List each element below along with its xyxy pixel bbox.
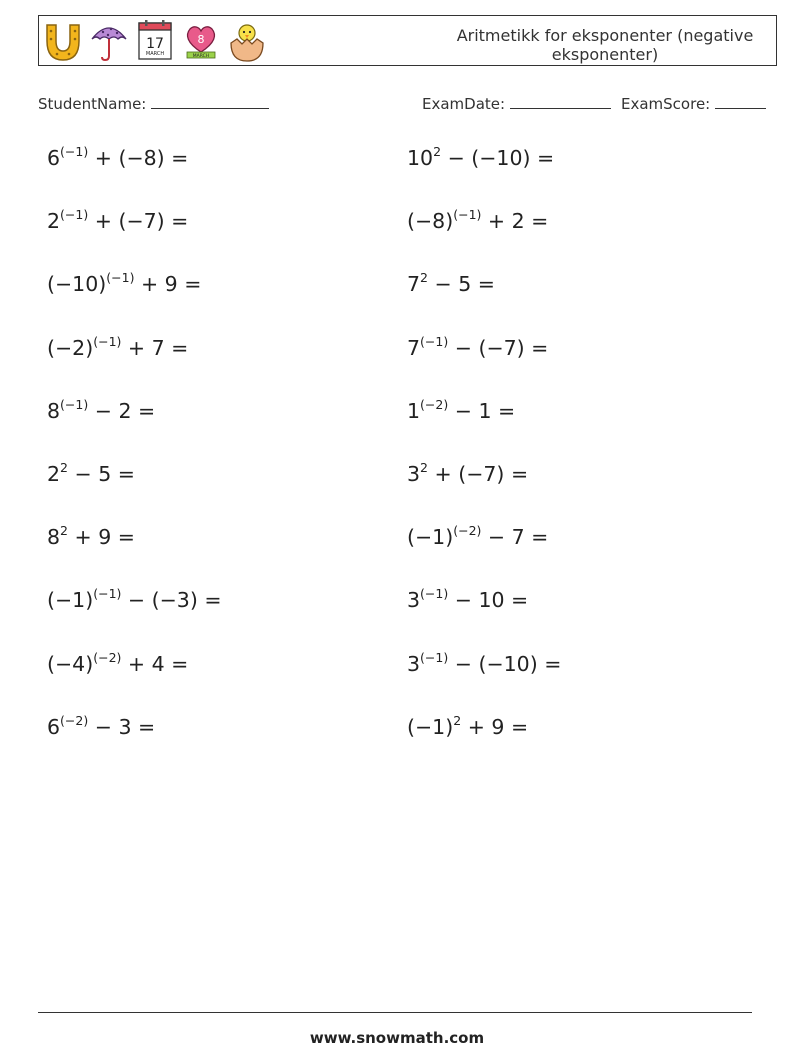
calendar-month: MARCH (145, 51, 165, 57)
problem-16 (407, 588, 528, 612)
problem-exponent: (−1) (420, 586, 449, 602)
problem-rest: − (−10) = (448, 651, 562, 676)
problem-base: (−1) (407, 525, 454, 550)
problem-base: 10 (407, 146, 434, 170)
problem-17 (47, 649, 189, 676)
problem-base: 8 (47, 525, 61, 550)
worksheet-title: Aritmetikk for eksponenter (negative eksponenter) (456, 26, 754, 64)
problem-base: (−1) (407, 714, 454, 739)
footer-divider (38, 1012, 752, 1013)
problem-base: (−8) (407, 209, 454, 234)
problem-exponent: (−1) (93, 586, 122, 602)
problem-exponent: (−1) (106, 270, 135, 286)
problem-exponent: (−2) (420, 396, 449, 412)
problem-4 (407, 209, 548, 233)
problem-exponent: (−1) (60, 396, 89, 412)
problem-rest: + (−7) = (428, 462, 529, 486)
problem-exponent: 2 (420, 270, 428, 286)
problem-rest: + (−8) = (88, 146, 189, 170)
exam-date-label: ExamDate: (422, 95, 506, 113)
problem-rest: + 4 = (121, 651, 189, 676)
problem-base: 2 (47, 209, 61, 234)
problem-rest: + (−7) = (88, 209, 189, 234)
problem-base: 8 (47, 398, 61, 423)
header-icons (43, 18, 273, 64)
problem-20 (407, 712, 529, 739)
problem-2 (407, 146, 554, 170)
problem-base: 3 (407, 462, 421, 486)
heart-icon (181, 19, 221, 63)
problem-base: (−2) (47, 335, 94, 360)
student-name-blank[interactable] (151, 94, 269, 109)
problem-base: 3 (407, 588, 421, 613)
problem-base: 1 (407, 398, 421, 423)
problem-rest: + 9 = (134, 272, 202, 297)
problem-rest: − 10 = (448, 588, 529, 613)
problem-13 (47, 525, 135, 549)
problem-exponent: (−2) (60, 712, 89, 728)
problem-10 (407, 396, 516, 423)
worksheet-header (38, 15, 777, 66)
problem-base: (−10) (47, 272, 107, 297)
problem-15 (47, 588, 222, 612)
chick-icon (227, 19, 267, 63)
umbrella-icon (89, 19, 129, 63)
problem-exponent: (−2) (453, 523, 482, 539)
problem-8 (407, 333, 549, 360)
problem-exponent: (−1) (93, 333, 122, 349)
horseshoe-icon (43, 19, 83, 63)
problem-base: 2 (47, 462, 61, 486)
calendar-day: 17 (146, 36, 164, 52)
problem-rest: − 1 = (448, 398, 516, 423)
problem-7 (47, 333, 189, 360)
problem-base: (−1) (47, 588, 94, 613)
heart-day: 8 (197, 33, 205, 46)
problem-rest: + 9 = (461, 714, 529, 739)
problem-rest: − 2 = (88, 398, 156, 423)
exam-date-field[interactable] (422, 94, 611, 113)
problem-9 (47, 396, 156, 423)
problem-3 (47, 209, 188, 233)
problem-base: 6 (47, 146, 61, 170)
exam-score-label: ExamScore: (621, 95, 711, 113)
footer-url: www.snowmath.com (309, 1029, 485, 1047)
problem-12 (407, 462, 528, 486)
problem-exponent: 2 (453, 712, 462, 728)
problem-exponent: 2 (60, 460, 68, 475)
problem-18 (407, 649, 562, 676)
problem-exponent: (−2) (93, 649, 122, 665)
exam-score-blank[interactable] (715, 94, 766, 109)
problem-exponent: (−1) (453, 207, 482, 223)
exam-score-field[interactable] (621, 94, 766, 113)
problem-rest: − 5 = (68, 462, 135, 486)
heart-month: MARCH (192, 54, 210, 59)
problem-base: (−4) (47, 651, 94, 676)
problem-rest: − (−3) = (121, 588, 222, 613)
problem-exponent: 2 (60, 523, 68, 539)
problem-exponent: (−1) (60, 207, 89, 223)
problem-base: 7 (407, 335, 421, 360)
problem-1 (47, 146, 188, 170)
problem-rest: − 5 = (428, 272, 495, 297)
problem-base: 6 (47, 714, 61, 739)
exam-date-blank[interactable] (510, 94, 611, 109)
problem-6 (407, 272, 495, 296)
problem-base: 7 (407, 272, 421, 297)
student-name-field[interactable] (38, 94, 269, 113)
problem-rest: + 9 = (68, 525, 135, 550)
problem-14 (407, 525, 548, 549)
problem-exponent: 2 (433, 144, 442, 159)
problem-rest: − (−7) = (448, 335, 549, 360)
calendar-icon (135, 19, 175, 63)
problem-exponent: (−1) (420, 333, 449, 349)
problem-base: 3 (407, 651, 421, 676)
problem-exponent: (−1) (60, 144, 89, 159)
problem-exponent: (−1) (420, 649, 449, 665)
problem-rest: + 7 = (121, 335, 189, 360)
problem-rest: − 7 = (481, 525, 549, 550)
problem-5 (47, 272, 201, 296)
problem-rest: − (−10) = (441, 146, 555, 170)
problem-19 (47, 712, 156, 739)
problem-exponent: 2 (420, 460, 428, 475)
student-name-label: StudentName: (38, 95, 147, 113)
problem-11 (47, 462, 135, 486)
problem-rest: + 2 = (481, 209, 549, 234)
problem-rest: − 3 = (88, 714, 156, 739)
